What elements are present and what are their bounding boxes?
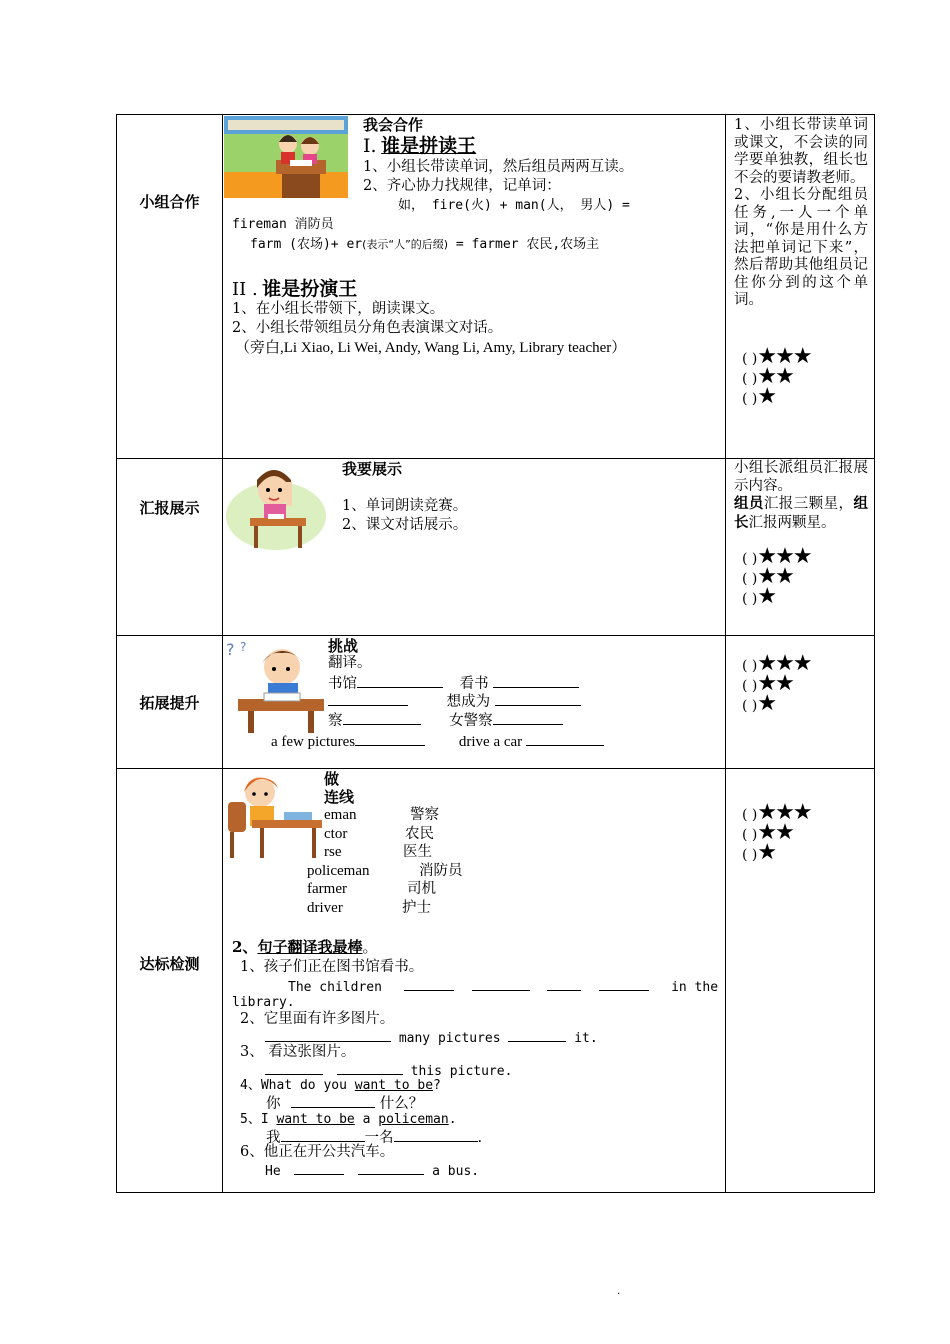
star-icon: ★★★ <box>757 544 811 569</box>
phrase-library: 书馆 <box>328 676 357 692</box>
sentence-zh: 2、它里面有许多图片。 <box>240 1011 395 1027</box>
table-col-divider <box>725 114 726 1193</box>
star-icon: ★ <box>757 384 776 409</box>
sentence-zh: 3、 看这张图片。 <box>240 1044 356 1060</box>
sentence-text: 5、I <box>240 1112 277 1127</box>
answer-blank[interactable] <box>355 731 425 746</box>
table-top-border <box>116 114 875 115</box>
sentence-keyword: want to be <box>354 1078 434 1093</box>
table-row-divider <box>116 635 875 636</box>
row-label-test: 达标检测 <box>139 955 200 973</box>
star-icon: ★★ <box>757 820 793 845</box>
match-en-word[interactable]: policeman <box>307 863 370 879</box>
answer-blank[interactable] <box>357 673 443 688</box>
sentence-text: 一名 <box>364 1130 394 1146</box>
sentence-text: . <box>448 1112 457 1127</box>
phrase-read: 看书 <box>459 676 489 692</box>
show-heading: 我要展示 <box>342 460 403 478</box>
match-en-word[interactable]: driver <box>307 900 343 916</box>
roman-numeral: II . <box>232 279 258 300</box>
sentence-en-blanks <box>265 1160 479 1181</box>
rating-three-stars[interactable]: ( )★★★ <box>742 344 811 369</box>
rating-three-stars[interactable]: ( )★★★ <box>742 651 811 676</box>
answer-blank[interactable] <box>472 976 530 991</box>
boy-reading-illustration <box>224 637 328 733</box>
answer-blank[interactable] <box>281 1127 365 1142</box>
svg-text:?: ? <box>240 640 247 654</box>
phrase-pictures: a few pictures <box>271 734 356 750</box>
row-label-group-work: 小组合作 <box>139 193 200 211</box>
acting-king-title: 谁是扮演王 <box>262 278 358 300</box>
sentence-text: ? <box>433 1078 441 1093</box>
rating-one-star[interactable]: ( )★ <box>742 840 776 865</box>
table-right-border <box>874 114 875 1193</box>
match-zh-word[interactable]: 农民 <box>405 826 434 842</box>
do-heading: 做 <box>324 770 340 788</box>
match-en-word[interactable]: ctor <box>324 826 348 842</box>
farmer-result: = farmer 农民,农场主 <box>448 237 600 252</box>
rating-three-stars[interactable]: ( )★★★ <box>742 544 811 569</box>
sentence-text: . <box>477 1130 483 1146</box>
answer-blank[interactable] <box>294 1160 344 1175</box>
match-en-word[interactable]: farmer <box>307 881 347 897</box>
rating-group <box>742 651 811 716</box>
instruction-line: 2、齐心协力找规律，记单词： <box>363 178 561 194</box>
rating-one-star[interactable]: ( )★ <box>742 691 776 716</box>
sentence-text: this picture. <box>410 1064 513 1079</box>
match-zh-word[interactable]: 医生 <box>403 844 432 860</box>
girl-raising-hand-illustration <box>224 460 328 558</box>
tip-two: 2、小组长分配组员任务,一人一个单词，“你是用什么方法把单词记下来”，然后帮助其他组员记住你分到的这个单词。 <box>734 187 868 308</box>
group-work-tips <box>734 117 868 310</box>
sentence-keyword: policeman <box>378 1112 449 1127</box>
title-text: 句子翻译我最棒 <box>257 938 363 956</box>
answer-blank[interactable] <box>265 1027 391 1042</box>
role-list: （旁白,Li Xiao, Li Wei, Andy, Wang Li, Amy, Library teacher） <box>235 340 627 356</box>
sentence-text: 什么？ <box>379 1096 424 1112</box>
rating-group <box>742 344 811 409</box>
sentence-text: 你 <box>266 1096 281 1112</box>
sentence-zh-blanks <box>266 1093 423 1113</box>
rating-group <box>742 544 811 609</box>
rating-group <box>742 800 811 865</box>
answer-blank[interactable] <box>291 1093 375 1108</box>
report-tips <box>734 460 868 532</box>
star-icon: ★★★ <box>757 344 811 369</box>
star-icon: ★★ <box>757 364 793 389</box>
answer-blank[interactable] <box>328 691 408 706</box>
leader-label: 组长 <box>734 495 868 531</box>
sentence-text: a bus. <box>432 1164 480 1179</box>
translate-label: 翻译。 <box>328 655 372 671</box>
answer-blank[interactable] <box>493 710 563 725</box>
rating-two-stars[interactable]: ( )★★ <box>742 364 793 389</box>
match-en-word[interactable]: eman <box>324 807 357 823</box>
girl-writing-illustration <box>224 770 324 862</box>
rating-one-star[interactable]: ( )★ <box>742 584 776 609</box>
sentence-text: many pictures <box>398 1031 501 1046</box>
star-icon: ★★★ <box>757 651 811 676</box>
star-icon: ★ <box>757 691 776 716</box>
svg-text:?: ? <box>226 640 235 659</box>
leader-score: 汇报两颗星。 <box>748 514 836 531</box>
phrase-drive: drive a car <box>458 734 523 750</box>
answer-blank[interactable] <box>404 976 454 991</box>
rating-two-stars[interactable]: ( )★★ <box>742 671 793 696</box>
answer-blank[interactable] <box>508 1027 566 1042</box>
section-title-acting <box>232 278 357 302</box>
rating-one-star[interactable]: ( )★ <box>742 384 776 409</box>
title-period: 。 <box>362 938 378 956</box>
match-zh-word[interactable]: 警察 <box>410 807 439 823</box>
star-icon: ★★ <box>757 671 793 696</box>
sentence-zh: 1、孩子们正在图书馆看书。 <box>240 959 424 975</box>
table-bottom-border <box>116 1192 875 1193</box>
word-rule-example-2 <box>250 236 599 254</box>
phrase-row <box>328 691 581 711</box>
sentence-text: He <box>265 1164 281 1179</box>
phrase-policewoman: 女警察 <box>449 713 493 729</box>
instruction-line: 2、小组长带领组员分角色表演课文对话。 <box>232 320 503 336</box>
answer-blank[interactable] <box>599 976 649 991</box>
farm-er-text: farm (农场)+ er <box>250 237 363 252</box>
footer-mark: . <box>617 1286 621 1297</box>
phrase-want-to-be: 想成为 <box>446 694 491 710</box>
sentence-text: in the <box>671 980 719 995</box>
title-number: 2、 <box>232 938 258 956</box>
answer-blank[interactable] <box>358 1160 424 1175</box>
rating-two-stars[interactable]: ( )★★ <box>742 820 793 845</box>
phrase-row <box>328 710 563 730</box>
member-score: 汇报三颗星， <box>763 496 854 512</box>
row-label-report: 汇报展示 <box>139 499 200 517</box>
phrase-police: 察 <box>328 713 343 729</box>
sentence-translation-title <box>232 938 377 956</box>
member-label: 组员 <box>734 495 764 512</box>
match-zh-word[interactable]: 消防员 <box>419 863 463 879</box>
answer-blank[interactable] <box>337 1060 403 1075</box>
show-item: 1、单词朗读竞赛。 <box>342 498 468 514</box>
show-item: 2、课文对话展示。 <box>342 517 468 533</box>
star-icon: ★ <box>757 840 776 865</box>
answer-blank[interactable] <box>265 1060 323 1075</box>
sentence-text: library. <box>232 995 295 1010</box>
match-zh-word[interactable]: 护士 <box>402 900 431 916</box>
word-rule-result: fireman 消防员 <box>232 217 334 232</box>
rating-three-stars[interactable]: ( )★★★ <box>742 800 811 825</box>
instruction-line: 1、在小组长带领下，朗读课文。 <box>232 301 445 317</box>
table-row-divider <box>116 458 875 459</box>
answer-blank[interactable] <box>495 691 581 706</box>
star-icon: ★ <box>757 584 776 609</box>
table-left-border <box>116 114 117 1193</box>
phrase-row <box>271 731 604 751</box>
classroom-illustration <box>224 116 348 198</box>
suffix-note: (表示“人”的后缀) <box>362 238 449 251</box>
sentence-keyword: want to be <box>276 1112 355 1127</box>
star-icon: ★★★ <box>757 800 811 825</box>
instruction-line: 1、小组长带读单词，然后组员两两互读。 <box>363 159 634 175</box>
challenge-heading: 挑战 <box>328 637 359 655</box>
answer-blank[interactable] <box>526 731 604 746</box>
answer-blank[interactable] <box>547 976 581 991</box>
table-col-divider <box>222 114 223 1193</box>
section-title-spelling <box>363 135 476 159</box>
star-icon: ★★ <box>757 564 793 589</box>
phrase-row <box>328 673 579 693</box>
sentence-text: 4、What do you <box>240 1078 355 1093</box>
tip-one: 1、小组长带读单词或课文，不会读的同学要单独教，组长也不会的要请教老师。 <box>734 117 868 186</box>
sentence-zh: 6、他正在开公共汽车。 <box>240 1144 395 1160</box>
answer-blank[interactable] <box>394 1127 478 1142</box>
roman-numeral: I. <box>363 135 377 157</box>
rating-two-stars[interactable]: ( )★★ <box>742 564 793 589</box>
match-zh-word[interactable]: 司机 <box>407 881 436 897</box>
answer-blank[interactable] <box>343 710 421 725</box>
matching-heading: 连线 <box>324 788 355 806</box>
answer-blank[interactable] <box>493 673 579 688</box>
sentence-text: a <box>354 1112 379 1127</box>
sentence-text: it. <box>574 1031 598 1046</box>
sentence-en-blanks <box>288 976 718 997</box>
word-rule-example: 如， fire(火) + man(人， 男人) = <box>398 198 630 213</box>
sentence-text: The children <box>288 980 382 995</box>
match-en-word[interactable]: rse <box>324 844 342 860</box>
report-scoring <box>734 495 868 532</box>
table-row-divider <box>116 768 875 769</box>
spelling-king-title: 谁是拼读王 <box>381 135 477 157</box>
sentence-text: 我 <box>266 1130 281 1146</box>
row-label-extension: 拓展提升 <box>139 694 200 712</box>
report-tip: 小组长派组员汇报展示内容。 <box>734 460 868 494</box>
cooperate-heading: 我会合作 <box>363 116 424 134</box>
